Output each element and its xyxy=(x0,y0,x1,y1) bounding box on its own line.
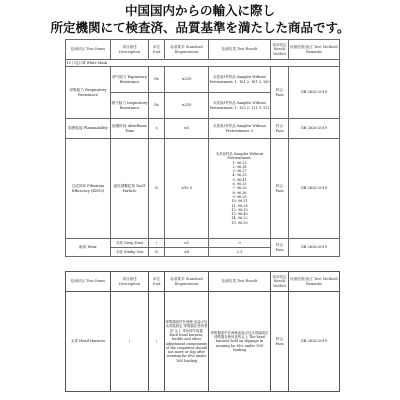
result-value-item: 5: 96.41 xyxy=(232,177,247,182)
cell-item: 头带 Head Harness xyxy=(66,292,111,392)
cell-unit: s xyxy=(149,119,165,139)
result-value-item: 1: 96.23 xyxy=(232,160,247,165)
header-description: 项目描述 Description xyxy=(111,272,149,292)
result-value-item: 9: 96.29 xyxy=(232,194,247,199)
cell-description: 续燃时间 Afterflame Time xyxy=(111,119,149,139)
header-result: 检测结果 Test Result xyxy=(209,40,271,60)
banner-line-2: 所定機関にて検査済、品質基準を満たした商品です。 xyxy=(50,20,350,35)
cell-description: / xyxy=(111,292,149,392)
cell-item: 阻燃性能 Flammability xyxy=(66,119,111,139)
header-description: 项目描述 Description xyxy=(111,40,149,60)
header-test-items: 检测项目 Test Items xyxy=(66,40,111,60)
result-value-item: 11: 96.28 xyxy=(231,203,248,208)
header-method: 检测依据/备注 Test Method/ Remarks xyxy=(289,40,340,60)
table-header-row xyxy=(66,40,340,60)
cell-method: GB 2626-2019 xyxy=(289,292,340,392)
header-verdict: 单项判定 Result Verdict xyxy=(271,272,289,292)
cell-result: 呼吸器套件在两侧连接点处头带能固定呼吸器在使用者的头上 The head harness held on slippage in wearing for 6Nc under 10N loading xyxy=(209,292,271,392)
table-row xyxy=(66,292,340,392)
result-value-item: 7: 96.20 xyxy=(232,186,247,191)
cell-result: 2.3 xyxy=(209,248,271,257)
cell-verdict: 符合 Pass xyxy=(271,139,289,239)
result-value-item: 12: 96.35 xyxy=(231,207,248,212)
cell-description: 呼气阻力 Expiratory Resistance xyxy=(111,67,149,93)
header-standard: 标准要求 Standard Requirement xyxy=(165,40,209,60)
cell-unit: / xyxy=(149,239,165,248)
header-standard: 标准要求 Standard Requirement xyxy=(165,272,209,292)
table-row xyxy=(66,239,340,248)
cell-unit: % xyxy=(149,139,165,239)
cell-unit: Pa xyxy=(149,67,165,93)
cell-description: 丰度 Deep Dust xyxy=(111,239,149,248)
cell-verdict: 符合 Pass xyxy=(271,67,289,119)
cell-item: 呼吸阻力 Respiratory Resistance xyxy=(66,67,111,119)
result-value-item: 4: 96.25 xyxy=(232,173,247,178)
result-value-item: 14: 96.22 xyxy=(231,216,248,221)
cell-standard: 呼吸器套件在两侧 连接点处 头带能固定 呼吸器在使用者的 头上 带有调节装置 Each head harness, buckle and other adjustment components of the respirator should not move or slip after wearing for 6Nc under 10N loading xyxy=(165,292,209,392)
cell-item: 过滤效率 Filtration Efficiency (KN95) xyxy=(66,139,111,239)
result-value-item: 10: 96.31 xyxy=(231,199,248,204)
cell-standard: ≤1 xyxy=(165,239,209,248)
result-value-item: 3: 96.27 xyxy=(232,169,247,174)
cell-unit: Pa xyxy=(149,93,165,119)
cell-method: GB 2626-2019 xyxy=(289,119,340,139)
table-row xyxy=(66,67,340,93)
cell-verdict: 符合 Pass xyxy=(271,292,289,392)
cell-item: 耐用 Wear xyxy=(66,239,111,257)
cell-unit: / xyxy=(149,292,165,392)
test-report-table-2 xyxy=(65,271,340,392)
cell-standard: ≤210 xyxy=(165,67,209,93)
cell-standard: ≥95.0 xyxy=(165,139,209,239)
result-list-head: 未洗前样品 Samples Without Pretreatment: xyxy=(215,151,264,161)
header-method: 检测依据/备注 Test Method/ Remarks xyxy=(289,272,340,292)
header-unit: 单位 Unit xyxy=(149,40,165,60)
cell-result-list xyxy=(209,139,271,239)
header-test-items: 检测项目 Test Items xyxy=(66,272,111,292)
banner-line-1: 中国国内からの輸入に際し xyxy=(124,3,275,18)
table-row xyxy=(66,119,340,139)
cell-method: GB 2626-2019 xyxy=(289,239,340,257)
cell-standard: ≤210 xyxy=(165,93,209,119)
cell-verdict: 符合 Pass xyxy=(271,239,289,257)
import-notice-banner xyxy=(0,2,400,36)
result-value-item: 15: 96.30 xyxy=(231,220,248,225)
cell-verdict: 符合 Pass xyxy=(271,119,289,139)
header-result: 检测结果 Test Result xyxy=(209,272,271,292)
result-value-item: 2: 96.38 xyxy=(232,164,247,169)
cell-result: 未洗前3件样品 Samples Without Pretreatment: 1: 181 2: 181 3: 180 xyxy=(209,67,271,93)
cell-result: 未洗前3件样品 Samples Without Pretreatment: 1: 120 2: 121 3: 121 xyxy=(209,93,271,119)
result-values xyxy=(210,161,270,225)
cell-description: 氯化钠颗粒物 NaCl Particle xyxy=(111,139,149,239)
cell-description: 丰度 Stinky Gas xyxy=(111,248,149,257)
header-unit: 单位 Unit xyxy=(149,272,165,292)
cell-description: 吸气阻力 Inspiratory Resistance xyxy=(111,93,149,119)
test-report-table-1 xyxy=(65,39,340,257)
cell-result: 0 xyxy=(209,239,271,248)
cell-unit: % xyxy=(149,248,165,257)
table-row xyxy=(66,139,340,239)
section-label: 10 口包口罩 White Mask xyxy=(66,60,340,67)
header-verdict: 单项判定 Result Verdict xyxy=(271,40,289,60)
cell-standard: ≤8 xyxy=(165,248,209,257)
result-value-item: 8: 96.36 xyxy=(232,190,247,195)
cell-method: GB 2626-2019 xyxy=(289,67,340,119)
cell-method: GB 2626-2019 xyxy=(289,139,340,239)
cell-standard: ≤5 xyxy=(165,119,209,139)
result-value-item: 6: 96.33 xyxy=(232,182,247,187)
table-header-row xyxy=(66,272,340,292)
section-row xyxy=(66,60,340,67)
result-value-item: 13: 96.40 xyxy=(231,212,248,217)
cell-result: 未洗前3件样品 Samples Without Pretreatment: 0 xyxy=(209,119,271,139)
